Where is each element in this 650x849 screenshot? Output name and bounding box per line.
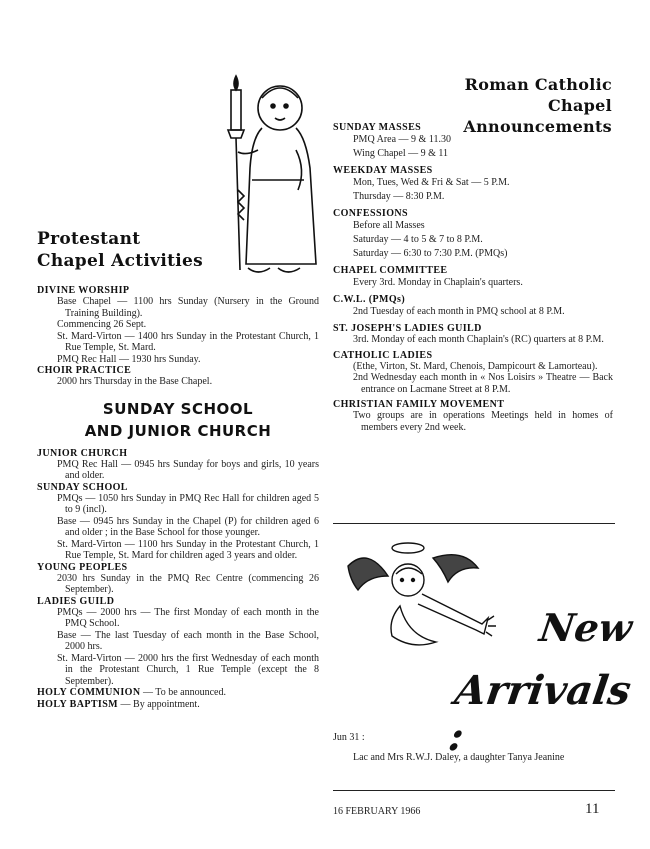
- section-line: PMQ Rec Hall — 0945 hrs Sunday for boys and girls, 10 years and older.: [57, 458, 319, 481]
- section-choir-practice: [37, 365, 319, 388]
- bottom-rule: [333, 790, 615, 791]
- section-christian-family: [333, 399, 613, 433]
- section-cwl: [333, 294, 613, 319]
- section-title: C.W.L. (PMQs): [333, 294, 406, 305]
- section-line: 2nd Tuesday of each month in PMQ school at 8 P.M.: [353, 306, 565, 317]
- protestant-column: [37, 285, 319, 710]
- subheading-line: AND JUNIOR CHURCH: [84, 421, 272, 440]
- section-line: Base — 0945 hrs Sunday in the Chapel (P) for children aged 6 and older ; in the Base School for those younger.: [57, 515, 319, 538]
- footer-date: 16 FEBRUARY 1966: [333, 806, 421, 817]
- section-line: Base — The last Tuesday of each month in the Base School, 2000 hrs.: [57, 629, 319, 652]
- section-st-josephs: [333, 323, 613, 346]
- section-confessions: [333, 208, 613, 261]
- section-title: CHOIR PRACTICE: [37, 365, 132, 376]
- section-line: PMQs — 2000 hrs — The first Monday of each month in the PMQ School.: [57, 606, 319, 629]
- section-title: HOLY COMMUNION: [37, 687, 141, 698]
- section-divine-worship: [37, 285, 319, 365]
- section-chapel-committee: [333, 265, 613, 290]
- section-title: ST. JOSEPH'S LADIES GUILD: [333, 323, 482, 334]
- section-line: Mon, Tues, Wed & Fri & Sat — 5 P.M.: [353, 177, 510, 188]
- section-catholic-ladies: [333, 350, 613, 396]
- heading-line: Chapel Activities: [37, 251, 203, 271]
- holy-communion: [37, 687, 319, 699]
- section-line: Saturday — 4 to 5 & 7 to 8 P.M.: [353, 234, 483, 245]
- subheading-line: SUNDAY SCHOOL: [102, 399, 254, 418]
- section-line: St. Mard-Virton — 1100 hrs Sunday in the Protestant Church, 1 Rue Temple, St. Mard for children aged 3 years and older.: [57, 538, 319, 561]
- section-line: 3rd. Monday of each month Chaplain's (RC) quarters at 8 P.M.: [353, 334, 604, 345]
- section-line: PMQ Area — 9 & 11.30: [353, 134, 451, 145]
- sunday-school-heading: [37, 398, 319, 442]
- section-title: LADIES GUILD: [37, 595, 115, 607]
- section-line: Every 3rd. Monday in Chaplain's quarters.: [353, 277, 523, 288]
- section-title: SUNDAY MASSES: [333, 122, 422, 133]
- section-title: CONFESSIONS: [333, 208, 408, 219]
- page-number: 11: [585, 801, 600, 817]
- section-title: WEEKDAY MASSES: [333, 165, 433, 176]
- section-title: CATHOLIC LADIES: [333, 349, 433, 361]
- new-arrivals-title-1: New: [536, 605, 635, 650]
- section-title: DIVINE WORSHIP: [37, 285, 130, 296]
- protestant-heading: [37, 228, 203, 272]
- section-line: Commencing 26 Sept.: [57, 319, 147, 330]
- section-text: — By appointment.: [120, 698, 200, 710]
- heading-line: Protestant: [37, 229, 141, 249]
- section-line: 2030 hrs Sunday in the PMQ Rec Centre (commencing 26 September).: [57, 572, 319, 595]
- section-line: 2000 hrs Thursday in the Base Chapel.: [57, 376, 213, 387]
- section-text: — To be announced.: [142, 687, 226, 698]
- monk-illustration: [218, 70, 328, 288]
- section-title: HOLY BAPTISM: [37, 698, 119, 710]
- section-line: Two groups are in operations Meetings held in homes of members every 2nd week.: [353, 410, 613, 433]
- section-junior-church: [37, 448, 319, 482]
- section-line: PMQ Rec Hall — 1930 hrs Sunday.: [57, 353, 201, 365]
- section-line: Before all Masses: [353, 220, 425, 231]
- section-title: SUNDAY SCHOOL: [37, 481, 128, 493]
- section-line: 2nd Wednesday each month in « Nos Loisirs » Theatre — Back entrance on Lacmane Street at 8 P.M.: [353, 372, 613, 395]
- section-line: St. Mard-Virton — 2000 hrs the first Wednesday of each month in the Protestant Church, 1 Rue Temple (except the 8 September).: [57, 652, 319, 687]
- section-line: Base Chapel — 1100 hrs Sunday (Nursery in the Ground Training Building).: [57, 296, 319, 319]
- section-line: Wing Chapel — 9 & 11: [353, 148, 449, 159]
- heading-line: Roman Catholic Chapel: [464, 75, 612, 115]
- arrival-text: Lac and Mrs R.W.J. Daley, a daughter Tanya Jeanine: [353, 752, 565, 763]
- section-title: CHRISTIAN FAMILY MOVEMENT: [333, 399, 505, 410]
- heading-line: Announcements: [463, 117, 612, 136]
- section-title: CHAPEL COMMITTEE: [333, 265, 448, 276]
- section-young-peoples: [37, 562, 319, 596]
- section-sunday-masses: [333, 122, 613, 161]
- section-line: Saturday — 6:30 to 7:30 P.M. (PMQs): [353, 248, 508, 259]
- section-sunday-school: [37, 482, 319, 562]
- section-line: Thursday — 8:30 P.M.: [353, 191, 445, 202]
- divider: [333, 523, 615, 524]
- section-title: JUNIOR CHURCH: [37, 447, 128, 459]
- holy-baptism: [37, 699, 319, 711]
- section-line: (Ethe, Virton, St. Mard, Chenois, Dampicourt & Lamorteau).: [353, 360, 598, 372]
- section-title: YOUNG PEOPLES: [37, 561, 128, 573]
- catholic-column: [333, 122, 613, 433]
- cherub-illustration: [338, 536, 498, 664]
- section-ladies-guild: [37, 596, 319, 688]
- arrival-date: Jun 31 :: [333, 732, 365, 743]
- section-weekday-masses: [333, 165, 613, 204]
- new-arrivals-title-2: Arrivals :: [445, 667, 634, 760]
- section-line: St. Mard-Virton — 1400 hrs Sunday in the Protestant Church, 1 Rue Temple, St. Mard.: [57, 330, 319, 353]
- section-line: PMQs — 1050 hrs Sunday in PMQ Rec Hall for children aged 5 to 9 (incl).: [57, 492, 319, 515]
